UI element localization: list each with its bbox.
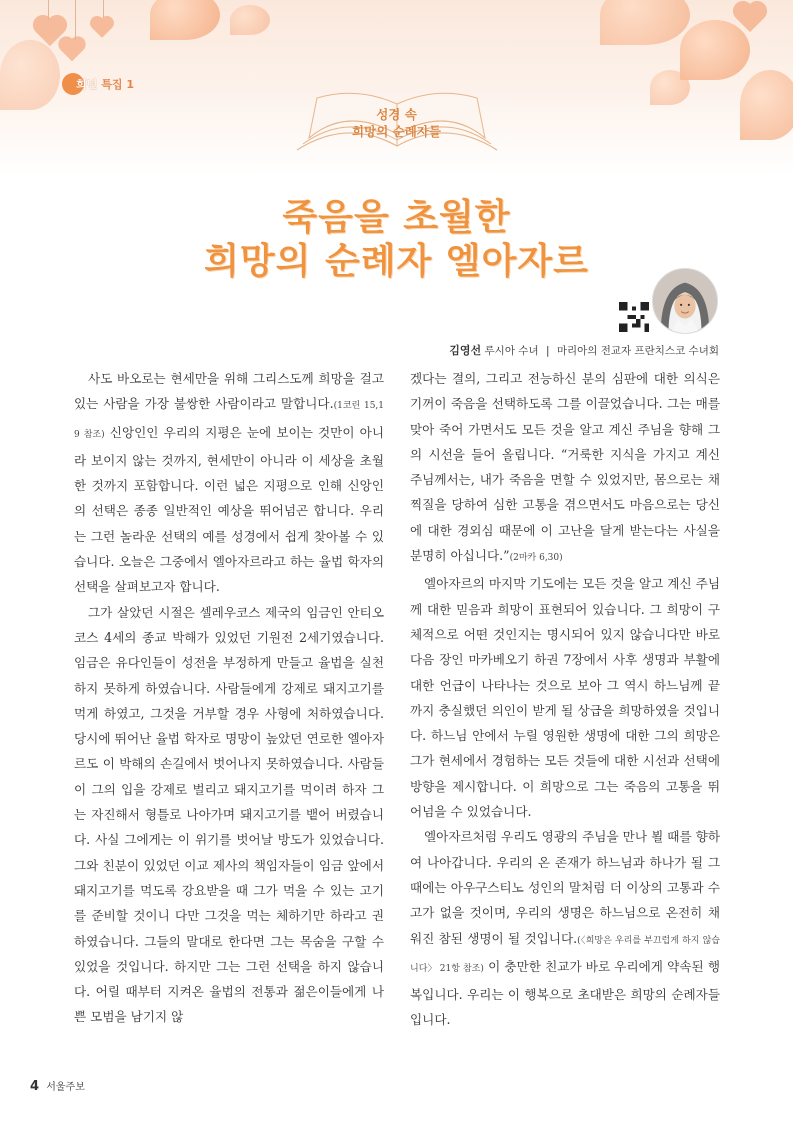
section-tag [62,73,134,95]
series-title-line2: 희망의 순례자들 [352,124,441,139]
paragraph [410,366,720,571]
series-title-line1: 성경 속 [376,107,417,122]
paragraph-text: 엘아자르처럼 우리도 영광의 주님을 만나 뵐 때를 향하여 나아갑니다. 우리의 온 존재가 하느님과 하나가 될 그때에는 아우구스티노 성인의 말처럼 더 이상의 고통과 수고가 없을 것이며, 우리의 생명은 하느님으로 온전히 채워진 참된 생명이 될 것입니다. [410,829,720,946]
petal-icon [150,0,220,40]
main-title-line2: 희망의 순례자 엘아자르 [204,241,589,282]
paragraph-text: 이 충만한 친교가 바로 우리에게 약속된 행복입니다. 우리는 이 행복으로 초대받은 희망의 순례자들입니다. [410,958,721,1028]
page-number: 4 [30,1079,40,1094]
paragraph-text: 겠다는 결의, 그리고 전능하신 분의 심판에 대한 의식은 기꺼이 죽음을 선택하도록 그를 이끌었습니다. 그는 매를 맞아 죽어 가면서도 모든 것을 알고 계신 주님을 향해 그의 시선을 들어 올립니다. “거룩한 지식을 가지고 계신 주님께서는, 내가 죽음을 면할 수 있었지만, 몸으로는 채찍질을 당하여 심한 고통을 겪으면서도 마음으로는 당신에 대한 경외심 때문에 이 고난을 달게 받는다는 사실을 분명히 아십니다.” [410,371,720,564]
heart-icon [92,18,112,38]
petal-icon [680,20,750,80]
petal-icon [600,0,690,45]
document-reference: (〈희망은 우리를 부끄럽게 하지 않습니다〉 21항 참조) [410,935,720,974]
qr-code-icon[interactable] [619,302,649,332]
paragraph-text: 사도 바오로는 현세만을 위해 그리스도께 희망을 걸고 있는 사람을 가장 불쌍한 사람이라고 말합니다. [74,371,384,412]
page-footer [30,1078,85,1094]
body-column-left [74,366,384,1030]
heart-icon [736,4,764,32]
paragraph-text: 엘아자르의 마지막 기도에는 모든 것을 알고 계신 주님께 대한 믿음과 희망이 표현되어 있습니다. 그 희망이 구체적으로 어떤 것인지는 명시되어 있지 않습니다만 바로 다음 장인 마카베오기 하권 7장에서 사후 생명과 부활에 대한 언급이 나타나는 것으로 보아 그 역시 하느님께 끝까지 충실했던 의인이 받게 될 상급을 희망하였을 것입니다. 하느님 안에서 누릴 영원한 생명에 대한 그의 희망은 그가 현세에서 경험하는 모든 것들에 대한 시선과 선택에 방향을 제시합니다. 이 희망으로 그는 죽음의 고통을 뛰어넘을 수 있었습니다. [410,576,720,820]
paragraph [74,600,384,1030]
author-avatar [652,268,718,334]
petal-icon [0,40,60,110]
paragraph [410,824,720,1032]
petal-icon [230,5,270,35]
section-tag-label: 희년 [76,78,98,91]
heart-icon [61,39,84,62]
publication-name: 서울주보 [46,1082,85,1093]
body-column-right [410,366,720,1033]
section-tag-rest: 특집 1 [101,78,135,91]
paragraph-text: 신앙인인 우리의 지평은 눈에 보이는 것만이 아니라 보이지 않는 것까지, 현세만이 아니라 이 세상을 초월한 것까지 포함합니다. 이런 넓은 지평으로 인해 신앙인의 선택은 종종 일반적인 예상을 뛰어넘곤 합니다. 우리는 그런 놀라운 선택의 예를 성경에서 쉽게 찾아볼 수 있습니다. 오늘은 그중에서 엘아자르라고 하는 율법 학자의 선택을 살펴보고자 합니다. [74,424,384,595]
string-line [75,0,76,40]
bible-reference: (2마카 6,30) [509,553,563,564]
paragraph-text: 그가 살았던 시절은 셀레우코스 제국의 임금인 안티오코스 4세의 종교 박해가 있었던 기원전 2세기였습니다. 임금은 유다인들이 성전을 부정하게 만들고 율법을 실천하지 못하게 하였습니다. 사람들에게 강제로 돼지고기를 먹게 하였고, 그것을 거부할 경우 사형에 처하였습니다. 당시에 뛰어난 율법 학자로 명망이 높았던 연로한 엘아자르도 이 박해의 손길에서 벗어나지 못하였습니다. 사람들이 그의 입을 강제로 벌리고 돼지고기를 먹이려 하자 그는 자진해서 형틀로 나아가며 돼지고기를 뱉어 버렸습니다. 사실 그에게는 이 위기를 벗어날 방도가 있었습니다. 그와 친분이 있었던 이교 제사의 책임자들이 임금 앞에서 돼지고기를 먹도록 강요받을 때 그가 먹을 수 있는 고기를 준비할 것이니 다만 그것을 먹는 체하기만 하라고 권하였습니다. 그들의 말대로 한다면 그는 목숨을 구할 수 있었을 것입니다. 하지만 그는 그런 선택을 하지 않습니다. 어릴 때부터 지켜온 율법의 전통과 젊은이들에게 나쁜 모범을 남기지 않 [74,604,384,1025]
paragraph [410,571,720,824]
author-org: 마리아의 전교자 프란치스코 수녀회 [556,345,719,357]
author-role: 루시아 수녀 [484,345,539,357]
paragraph [74,366,384,600]
bible-reference: (1코린 15,19 참조) [74,401,385,440]
petal-icon [650,70,690,105]
author-name: 김영선 [449,344,482,357]
author-byline [449,342,719,358]
byline-separator: | [545,345,550,357]
main-title-line1: 죽음을 초월한 [282,197,511,238]
